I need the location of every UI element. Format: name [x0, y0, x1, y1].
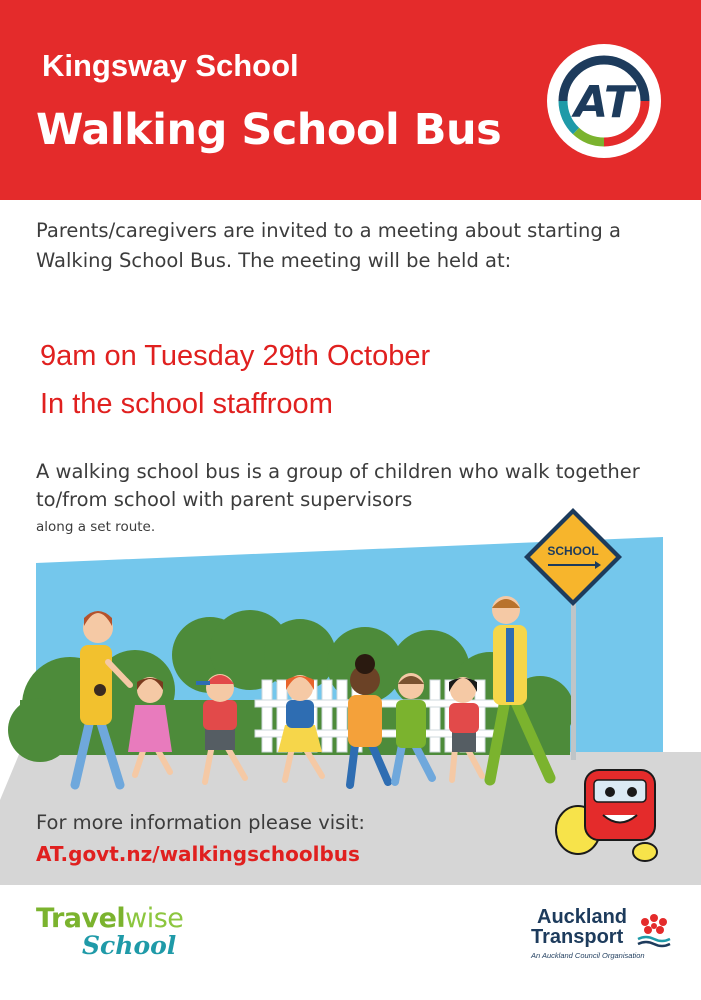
description-tail: along a set route.	[36, 519, 156, 535]
auckland-transport-line1: Auckland	[537, 906, 628, 928]
at-logo-text: AT	[574, 77, 634, 128]
travelwise-logo	[36, 903, 183, 934]
sign-post	[571, 600, 576, 760]
description-text: A walking school bus is a group of children who walk together to/from school with parent supervisors	[36, 460, 640, 511]
more-info-link[interactable]: AT.govt.nz/walkingschoolbus	[36, 842, 360, 866]
intro-text: Parents/caregivers are invited to a meeting about starting a Walking School Bus. The meeting will be held at:	[36, 219, 621, 272]
school-name: Kingsway School	[42, 48, 299, 83]
pohutukawa-icon	[634, 908, 674, 948]
auckland-council-tagline: An Auckland Council Organisation	[531, 951, 645, 960]
poster-title: Walking School Bus	[36, 105, 502, 155]
school-sign-text: SCHOOL	[547, 544, 599, 558]
more-info-label: For more information please visit:	[36, 811, 365, 834]
auckland-transport-line2: Transport	[531, 926, 624, 948]
travelwise-bold: Travel	[36, 903, 126, 934]
event-place: In the school staffroom	[40, 388, 333, 420]
travelwise-light: wise	[125, 903, 184, 934]
at-logo	[545, 42, 663, 160]
travelwise-school: School	[82, 931, 177, 960]
event-time: 9am on Tuesday 29th October	[40, 340, 431, 372]
